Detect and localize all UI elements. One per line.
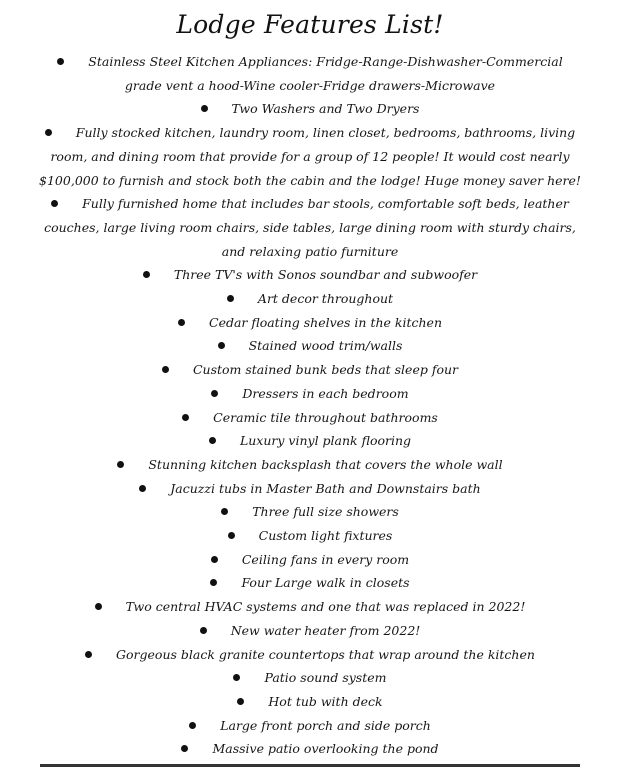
list-item-text: Custom stained bunk beds that sleep four xyxy=(192,362,459,378)
list-item-text: Dressers in each bedroom xyxy=(242,385,409,401)
list-item xyxy=(30,121,590,192)
list-item-text: Three TV's with Sonos soundbar and subwoofer xyxy=(173,267,478,283)
list-item xyxy=(0,619,620,643)
list-item-text: Stunning kitchen backsplash that covers the whole wall xyxy=(148,456,503,472)
list-item-text: Stained wood trim/walls xyxy=(248,338,403,354)
list-item xyxy=(0,643,620,667)
bullet-icon xyxy=(209,437,216,444)
bullet-icon xyxy=(45,129,52,136)
bullet-icon xyxy=(51,200,58,207)
list-item xyxy=(0,429,620,453)
bullet-icon xyxy=(211,390,218,397)
list-item-text: Ceiling fans in every room xyxy=(241,551,410,567)
bullet-icon xyxy=(85,651,92,658)
bullet-icon xyxy=(218,342,225,349)
list-item-text: Jacuzzi tubs in Master Bath and Downstairs bath xyxy=(170,480,481,496)
list-item xyxy=(0,406,620,430)
bullet-icon xyxy=(237,698,244,705)
list-item xyxy=(0,714,620,738)
list-item xyxy=(40,50,580,97)
list-item-text: Cedar floating shelves in the kitchen xyxy=(209,314,442,330)
bullet-icon xyxy=(139,485,146,492)
list-item-text: Hot tub with deck xyxy=(268,693,383,709)
list-item-text: Four Large walk in closets xyxy=(241,575,410,591)
bullet-icon xyxy=(221,508,228,515)
bullet-icon xyxy=(57,58,64,65)
list-item-text: Massive patio overlooking the pond xyxy=(212,741,439,757)
list-item xyxy=(0,666,620,690)
list-item xyxy=(0,382,620,406)
document-title: Lodge Features List! xyxy=(176,10,444,39)
list-item-text: Fully furnished home that includes bar stools, comfortable soft beds, leather couches, large living room chairs, side tables, large dining room with sturdy chairs, and relaxing patio furniture xyxy=(44,196,576,259)
list-item-text: Two Washers and Two Dryers xyxy=(231,101,420,117)
list-item-text: Stainless Steel Kitchen Appliances: Fridge-Range-Dishwasher-Commercial grade vent a hood-Wine cooler-Fridge drawers-Microwave xyxy=(88,54,563,93)
bottom-divider xyxy=(40,764,580,767)
bullet-icon xyxy=(227,295,234,302)
bullet-icon xyxy=(201,105,208,112)
bullet-icon xyxy=(182,414,189,421)
list-item-text: Luxury vinyl plank flooring xyxy=(239,433,412,449)
list-item-text: Art decor throughout xyxy=(257,291,394,307)
list-item xyxy=(0,690,620,714)
bullet-icon xyxy=(189,722,196,729)
list-item-text: Gorgeous black granite countertops that wrap around the kitchen xyxy=(116,646,535,662)
list-item xyxy=(0,453,620,477)
bullet-icon xyxy=(181,745,188,752)
bullet-icon xyxy=(228,532,235,539)
list-item xyxy=(0,287,620,311)
list-item-text: Large front porch and side porch xyxy=(220,717,431,733)
list-item-text: Fully stocked kitchen, laundry room, linen closet, bedrooms, bathrooms, living room, and dining room that provide for a group of 12 people! It would cost nearly $100,000 to furnish and stock both the cabin and the lodge! Huge money saver here! xyxy=(39,125,581,188)
list-item xyxy=(0,97,620,121)
bullet-icon xyxy=(143,271,150,278)
list-item xyxy=(0,548,620,572)
list-item-text: Custom light fixtures xyxy=(258,528,393,544)
list-item-text: Three full size showers xyxy=(252,504,399,520)
list-item-text: Two central HVAC systems and one that was replaced in 2022! xyxy=(125,599,526,615)
list-item xyxy=(0,263,620,287)
features-list xyxy=(0,50,620,761)
list-item xyxy=(0,311,620,335)
bullet-icon xyxy=(211,556,218,563)
list-item-text: Patio sound system xyxy=(264,670,387,686)
list-item xyxy=(0,500,620,524)
bullet-icon xyxy=(162,366,169,373)
bullet-icon xyxy=(200,627,207,634)
list-item-text: New water heater from 2022! xyxy=(230,622,421,638)
list-item xyxy=(0,595,620,619)
list-item xyxy=(40,192,580,263)
bullet-icon xyxy=(210,579,217,586)
list-item xyxy=(0,571,620,595)
list-item-text: Ceramic tile throughout bathrooms xyxy=(213,409,438,425)
bullet-icon xyxy=(233,674,240,681)
list-item xyxy=(0,524,620,548)
bullet-icon xyxy=(178,319,185,326)
list-item xyxy=(0,334,620,358)
list-item xyxy=(0,477,620,501)
list-item xyxy=(0,737,620,761)
bullet-icon xyxy=(117,461,124,468)
list-item xyxy=(0,358,620,382)
bullet-icon xyxy=(95,603,102,610)
